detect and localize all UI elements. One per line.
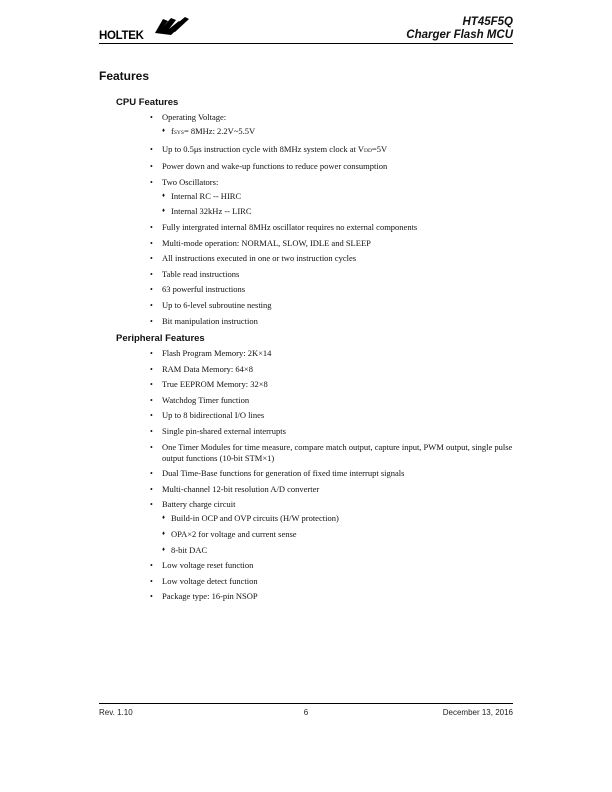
list-item: • Up to 8 bidirectional I/O lines bbox=[150, 410, 515, 421]
fsys-subscript: SYS bbox=[173, 130, 184, 136]
list-item: • RAM Data Memory: 64×8 bbox=[150, 364, 515, 375]
list-item: • Watchdog Timer function bbox=[150, 395, 515, 406]
operating-voltage-label: Operating Voltage: bbox=[162, 112, 227, 122]
revision-label: Rev. 1.10 bbox=[99, 708, 133, 717]
list-item: • Bit manipulation instruction bbox=[150, 316, 515, 327]
list-item: • Table read instructions bbox=[150, 269, 515, 280]
cpu-feature-list bbox=[150, 112, 515, 331]
sub-list-item: ♦ OPA×2 for voltage and current sense bbox=[162, 529, 515, 540]
section-title: Features bbox=[99, 69, 150, 83]
oscillators-label: Two Oscillators: bbox=[162, 176, 219, 187]
holtek-logo-text: HOLTEK bbox=[99, 30, 144, 42]
list-item: • True EEPROM Memory: 32×8 bbox=[150, 379, 515, 390]
list-item: • Flash Program Memory: 2K×14 bbox=[150, 348, 515, 359]
list-item: • Package type: 16-pin NSOP bbox=[150, 591, 515, 602]
sub-list-item: ♦ Build-in OCP and OVP circuits (H/W protection) bbox=[162, 513, 515, 524]
page-number: 6 bbox=[303, 708, 309, 717]
peripheral-feature-list bbox=[150, 348, 515, 607]
list-item: • Power down and wake-up functions to reduce power consumption bbox=[150, 161, 515, 172]
header-rule bbox=[99, 43, 513, 44]
holtek-logo bbox=[99, 13, 195, 43]
oscillator-sublist bbox=[162, 191, 515, 218]
list-item bbox=[150, 499, 515, 555]
product-name: Charger Flash MCU bbox=[406, 29, 513, 41]
list-item: • 63 powerful instructions bbox=[150, 284, 515, 295]
list-item bbox=[150, 144, 515, 157]
footer-rule bbox=[99, 703, 513, 704]
fsys-range: = 8MHz: 2.2V~5.5V bbox=[183, 126, 256, 136]
part-number: HT45F5Q bbox=[462, 16, 513, 28]
list-item: • Single pin-shared external interrupts bbox=[150, 426, 515, 437]
footer-date: December 13, 2016 bbox=[442, 708, 513, 717]
vdd-subscript: DD bbox=[364, 147, 372, 154]
list-item: • One Timer Modules for time measure, compare match output, capture input, PWM output, single pulse output functions (10-bit STM×1) bbox=[150, 442, 515, 464]
instruction-cycle-voltage: =5V bbox=[371, 143, 388, 154]
fsys-symbol: f bbox=[171, 126, 174, 136]
peripheral-features-heading: Peripheral Features bbox=[116, 333, 205, 344]
battery-charge-label: Battery charge circuit bbox=[162, 499, 236, 510]
list-item: • Multi-channel 12-bit resolution A/D converter bbox=[150, 484, 515, 495]
voltage-sublist bbox=[162, 126, 515, 139]
holtek-logo-graphic bbox=[99, 13, 195, 43]
list-item: • Up to 6-level subroutine nesting bbox=[150, 300, 515, 311]
list-item: • All instructions executed in one or two instruction cycles bbox=[150, 253, 515, 264]
sub-list-item: ♦ Internal 32kHz -- LIRC bbox=[162, 206, 515, 217]
list-item: • Multi-mode operation: NORMAL, SLOW, IDLE and SLEEP bbox=[150, 238, 515, 249]
sub-list-item: ♦ Internal RC -- HIRC bbox=[162, 191, 515, 202]
list-item bbox=[150, 112, 515, 139]
list-item: • Low voltage detect function bbox=[150, 576, 515, 587]
sub-list-item: ♦ 8-bit DAC bbox=[162, 545, 515, 556]
list-item: • Low voltage reset function bbox=[150, 560, 515, 571]
list-item bbox=[150, 177, 515, 218]
header-title-block bbox=[406, 16, 513, 42]
sub-list-item bbox=[162, 126, 515, 139]
battery-sublist bbox=[162, 513, 515, 555]
list-item: • Dual Time-Base functions for generation of fixed time interrupt signals bbox=[150, 468, 515, 479]
list-item: • Fully intergrated internal 8MHz oscillator requires no external components bbox=[150, 222, 515, 233]
instruction-cycle-text: Up to 0.5μs instruction cycle with 8MHz system clock at V bbox=[162, 143, 364, 154]
cpu-features-heading: CPU Features bbox=[116, 97, 179, 108]
